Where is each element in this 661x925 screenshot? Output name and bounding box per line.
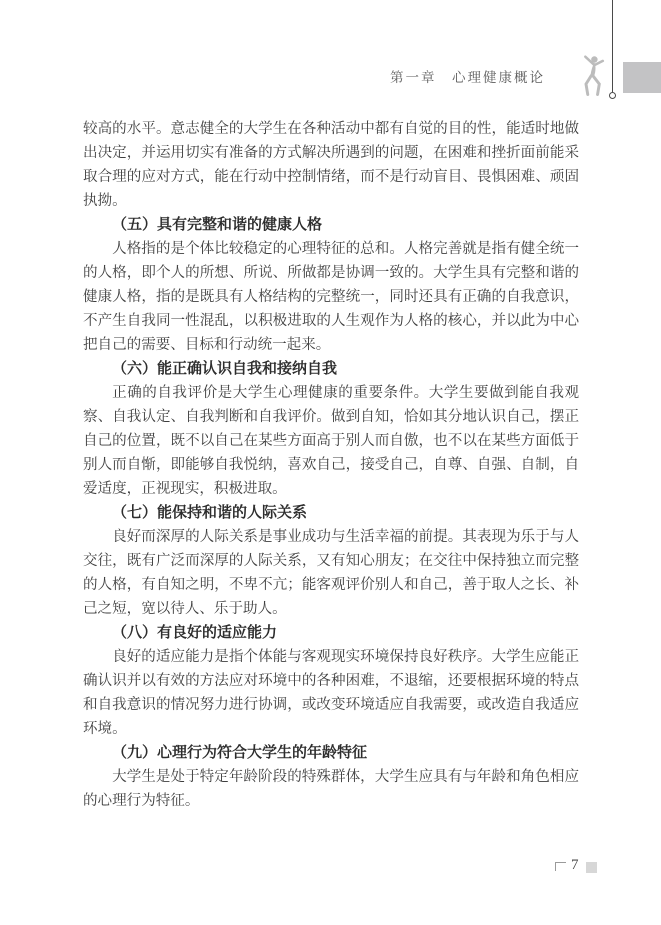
section-9 bbox=[83, 741, 579, 813]
section-9-paragraph: 大学生是处于特定年龄阶段的特殊群体，大学生应具有与年龄和角色相应的心理行为特征。 bbox=[83, 769, 579, 809]
page-number: 7 bbox=[571, 857, 579, 873]
section-6-paragraph: 正确的自我评价是大学生心理健康的重要条件。大学生要做到能自我观察、自我认定、自我判断和自我评价。做到自知，恰如其分地认识自己，摆正自己的位置，既不以自己在某些方面高于别人而自傲，也不以在某些方面低于别人而自惭，即能够自我悦纳，喜欢自己，接受自己，自尊、自强、自制，自爱适度，正视现实，积极进取。 bbox=[83, 385, 579, 497]
dancer-silhouette-icon bbox=[579, 53, 607, 101]
header-edge-block bbox=[623, 62, 661, 93]
footer-corner-mark bbox=[555, 862, 566, 871]
section-8 bbox=[83, 621, 579, 741]
section-8-paragraph: 良好的适应能力是指个体能与客观现实环境保持良好秩序。大学生应能正确认识并以有效的方法应对环境中的各种困难，不退缩，还要根据环境的特点和自我意识的情况努力进行协调，或改变环境适应自我需要，或改造自我适应环境。 bbox=[83, 649, 579, 737]
footer-square-ornament bbox=[586, 862, 597, 873]
section-7-heading: （七）能保持和谐的人际关系 bbox=[112, 504, 308, 521]
section-6-heading: （六）能正确认识自我和接纳自我 bbox=[112, 360, 338, 377]
section-7-paragraph: 良好而深厚的人际关系是事业成功与生活幸福的前提。其表现为乐于与人交往，既有广泛而深厚的人际关系，又有知心朋友；在交往中保持独立而完整的人格，有自知之明，不卑不亢；能客观评价别人和自己，善于取人之长、补己之短，宽以待人、乐于助人。 bbox=[83, 529, 579, 617]
header-line-ornament bbox=[612, 0, 613, 92]
section-8-heading: （八）有良好的适应能力 bbox=[112, 624, 278, 641]
section-5-paragraph: 人格指的是个体比较稳定的心理特征的总和。人格完善就是指有健全统一的人格，即个人的所想、所说、所做都是协调一致的。大学生具有完整和谐的健康人格，指的是既具有人格结构的完整统一，同时还具有正确的自我意识，不产生自我同一性混乱，以积极进取的人生观作为人格的核心，并以此为中心把自己的需要、目标和行动统一起来。 bbox=[83, 241, 579, 353]
intro-paragraph: 较高的水平。意志健全的大学生在各种活动中都有自觉的目的性，能适时地做出决定，并运用切实有准备的方式解决所遇到的问题，在困难和挫折面前能采取合理的应对方式，能在行动中控制情绪，而不是行动盲目、畏惧困难、顽固执拗。 bbox=[83, 121, 579, 209]
section-7 bbox=[83, 501, 579, 621]
section-5 bbox=[83, 213, 579, 357]
page-body bbox=[83, 117, 579, 813]
running-header-chapter-title: 第一章 心理健康概论 bbox=[390, 70, 545, 85]
section-6 bbox=[83, 357, 579, 501]
section-5-heading: （五）具有完整和谐的健康人格 bbox=[112, 216, 323, 233]
header-line-circle-ornament bbox=[609, 92, 616, 99]
section-9-heading: （九）心理行为符合大学生的年龄特征 bbox=[112, 744, 368, 761]
